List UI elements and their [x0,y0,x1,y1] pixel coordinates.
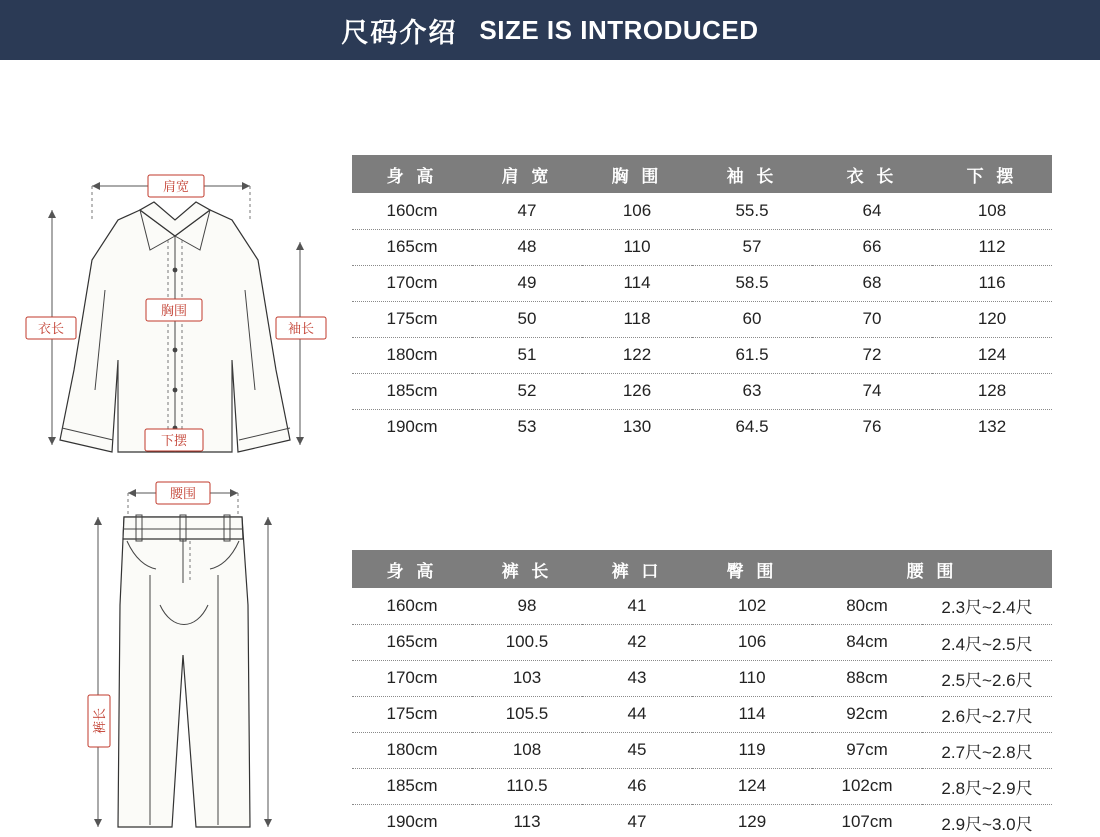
cell-height: 185cm [352,373,472,409]
cell-height: 175cm [352,696,472,732]
table-row [352,409,1052,445]
cell-hem: 124 [932,337,1052,373]
cell-pant-length: 110.5 [472,768,582,804]
shirt-table-wrap [352,155,1052,445]
cell-sleeve: 61.5 [692,337,812,373]
col-pant-opening: 裤 口 [582,550,692,588]
col-shoulder: 肩 宽 [472,155,582,193]
cell-chest: 126 [582,373,692,409]
table-row [352,696,1052,732]
cell-waist-cm: 80cm [812,588,922,624]
cell-hip: 124 [692,768,812,804]
table-row [352,588,1052,624]
cell-waist-chi: 2.7尺~2.8尺 [922,732,1052,768]
pants-size-table [352,550,1052,837]
cell-waist-cm: 84cm [812,624,922,660]
cell-sleeve: 55.5 [692,193,812,229]
cell-pant-length: 98 [472,588,582,624]
table-header-row [352,550,1052,588]
cell-chest: 106 [582,193,692,229]
cell-waist-chi: 2.8尺~2.9尺 [922,768,1052,804]
cell-height: 180cm [352,732,472,768]
pants-section [0,455,1100,837]
col-height: 身 高 [352,550,472,588]
cell-pant-length: 100.5 [472,624,582,660]
label-chest: 胸围 [160,303,188,318]
label-shoulder: 肩宽 [162,179,190,194]
page-title-cn: 尺码介绍 [341,17,458,48]
cell-chest: 118 [582,301,692,337]
cell-height: 190cm [352,409,472,445]
cell-shoulder: 52 [472,373,582,409]
cell-pant-opening: 42 [582,624,692,660]
cell-height: 170cm [352,265,472,301]
shirt-size-table [352,155,1052,445]
col-sleeve: 袖 长 [692,155,812,193]
cell-hem: 108 [932,193,1052,229]
cell-hem: 120 [932,301,1052,337]
label-pant-length: 裤长 [92,707,107,735]
cell-shoulder: 47 [472,193,582,229]
cell-waist-cm: 97cm [812,732,922,768]
table-row [352,265,1052,301]
cell-chest: 122 [582,337,692,373]
label-sleeve: 袖长 [287,321,315,336]
pants-table-wrap [352,550,1052,837]
cell-waist-chi: 2.5尺~2.6尺 [922,660,1052,696]
cell-length: 68 [812,265,932,301]
cell-waist-cm: 92cm [812,696,922,732]
col-pant-length: 裤 长 [472,550,582,588]
table-row [352,337,1052,373]
shirt-svg [0,60,352,455]
cell-pant-opening: 43 [582,660,692,696]
table-row [352,229,1052,265]
col-length: 衣 长 [812,155,932,193]
cell-chest: 110 [582,229,692,265]
cell-height: 185cm [352,768,472,804]
pants-figure [0,455,352,837]
cell-height: 175cm [352,301,472,337]
cell-height: 170cm [352,660,472,696]
cell-hip: 114 [692,696,812,732]
cell-hip: 106 [692,624,812,660]
cell-pant-length: 108 [472,732,582,768]
cell-height: 180cm [352,337,472,373]
label-waist: 腰围 [169,486,197,501]
table-header-row [352,155,1052,193]
cell-waist-chi: 2.4尺~2.5尺 [922,624,1052,660]
cell-sleeve: 58.5 [692,265,812,301]
cell-waist-cm: 88cm [812,660,922,696]
cell-length: 70 [812,301,932,337]
table-row [352,624,1052,660]
cell-waist-chi: 2.3尺~2.4尺 [922,588,1052,624]
cell-hip: 102 [692,588,812,624]
cell-hem: 128 [932,373,1052,409]
cell-pant-opening: 41 [582,588,692,624]
cell-pant-length: 103 [472,660,582,696]
cell-pant-opening: 47 [582,804,692,837]
cell-hip: 119 [692,732,812,768]
cell-pant-opening: 46 [582,768,692,804]
cell-chest: 114 [582,265,692,301]
cell-hem: 132 [932,409,1052,445]
cell-waist-cm: 102cm [812,768,922,804]
cell-chest: 130 [582,409,692,445]
label-length: 衣长 [37,321,65,336]
cell-shoulder: 53 [472,409,582,445]
cell-hem: 116 [932,265,1052,301]
table-row [352,732,1052,768]
table-row [352,193,1052,229]
table-row [352,301,1052,337]
cell-height: 190cm [352,804,472,837]
col-waist: 腰 围 [812,550,1052,588]
cell-length: 64 [812,193,932,229]
cell-hip: 110 [692,660,812,696]
page-header [0,0,1100,60]
col-height: 身 高 [352,155,472,193]
cell-length: 66 [812,229,932,265]
cell-height: 160cm [352,193,472,229]
cell-sleeve: 63 [692,373,812,409]
cell-shoulder: 48 [472,229,582,265]
col-hip: 臀 围 [692,550,812,588]
cell-pant-length: 105.5 [472,696,582,732]
cell-height: 165cm [352,229,472,265]
cell-sleeve: 57 [692,229,812,265]
cell-waist-chi: 2.6尺~2.7尺 [922,696,1052,732]
cell-shoulder: 50 [472,301,582,337]
table-row [352,660,1052,696]
cell-pant-length: 113 [472,804,582,837]
cell-length: 74 [812,373,932,409]
cell-waist-chi: 2.9尺~3.0尺 [922,804,1052,837]
cell-length: 72 [812,337,932,373]
table-row [352,768,1052,804]
cell-pant-opening: 45 [582,732,692,768]
cell-height: 165cm [352,624,472,660]
cell-shoulder: 51 [472,337,582,373]
cell-height: 160cm [352,588,472,624]
cell-hem: 112 [932,229,1052,265]
cell-length: 76 [812,409,932,445]
cell-sleeve: 64.5 [692,409,812,445]
cell-waist-cm: 107cm [812,804,922,837]
shirt-figure [0,60,352,455]
table-row [352,373,1052,409]
label-hem: 下摆 [160,433,188,448]
cell-hip: 129 [692,804,812,837]
col-chest: 胸 围 [582,155,692,193]
pants-svg [0,455,352,837]
cell-sleeve: 60 [692,301,812,337]
shirt-section [0,60,1100,455]
table-row [352,804,1052,837]
cell-pant-opening: 44 [582,696,692,732]
page-title-en: SIZE IS INTRODUCED [479,14,759,45]
col-hem: 下 摆 [932,155,1052,193]
cell-shoulder: 49 [472,265,582,301]
